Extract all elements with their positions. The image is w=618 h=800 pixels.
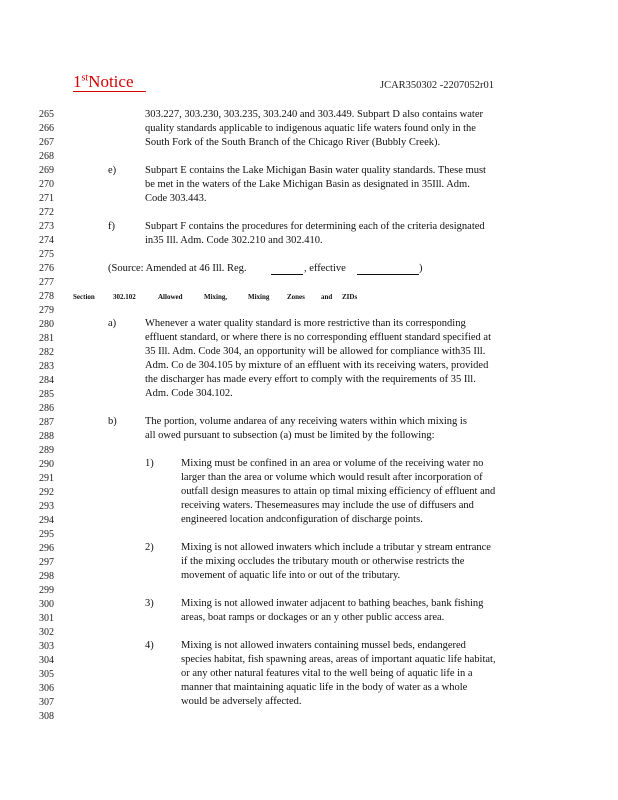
source-suffix: ) [419, 263, 423, 274]
text-line: Subpart E contains the Lake Michigan Basin water quality standards. These must [145, 165, 486, 176]
text-line: Whenever a water quality standard is more restrictive than its corresponding [145, 318, 466, 329]
text-line: outfall design measures to attain op timal mixing efficiency of effluent and [181, 486, 496, 497]
item-marker: 3) [145, 598, 154, 609]
document-code: JCAR350302 -2207052r01 [380, 80, 495, 91]
text-line: or any other natural features vital to the well being of aquatic life in a [181, 668, 473, 679]
text-line: Adm. Co de 304.105 by mixture of an effluent with its receiving waters, provided [145, 360, 489, 371]
text-line: in35 Ill. Adm. Code 302.210 and 302.410. [145, 235, 323, 246]
text-line: Mixing is not allowed inwaters which include a tributar y stream entrance [181, 542, 491, 553]
section-title-word: Zones [287, 293, 305, 301]
notice-number: 1 [73, 72, 82, 91]
text-line: quality standards applicable to indigenous aquatic life waters found only in the [145, 123, 476, 134]
blank-line [271, 274, 303, 275]
paragraph-marker: e) [108, 165, 117, 176]
line-number: 300 [39, 599, 54, 610]
text-line: Code 303.443. [145, 193, 207, 204]
line-number: 301 [39, 613, 54, 624]
item-marker: 4) [145, 640, 154, 651]
line-number: 278 [39, 291, 54, 302]
section-title-word: and [321, 293, 333, 301]
text-line: South Fork of the South Branch of the Chicago River (Bubbly Creek). [145, 137, 441, 148]
line-number: 290 [39, 459, 54, 470]
line-number: 275 [39, 249, 54, 260]
notice-label [73, 72, 134, 92]
text-line: 303.227, 303.230, 303.235, 303.240 and 303.449. Subpart D also contains water [145, 109, 484, 120]
section-title-word: Mixing, [204, 293, 228, 301]
line-number: 268 [39, 151, 54, 162]
text-line: all owed pursuant to subsection (a) must be limited by the following: [145, 430, 435, 441]
text-line: receiving waters. Thesemeasures may include the use of diffusers and [181, 500, 474, 511]
line-number: 274 [39, 235, 54, 246]
notice-superscript: st [81, 72, 89, 84]
line-number: 280 [39, 319, 54, 330]
line-number: 291 [39, 473, 54, 484]
line-number: 295 [39, 529, 54, 540]
paragraph-marker: b) [108, 416, 117, 427]
notice-underline [73, 91, 146, 92]
text-line: Mixing is not allowed inwater adjacent to bathing beaches, bank fishing [181, 598, 484, 609]
line-number: 266 [39, 123, 54, 134]
line-number: 296 [39, 543, 54, 554]
line-number: 298 [39, 571, 54, 582]
source-prefix: (Source: Amended at 46 Ill. Reg. [108, 263, 247, 274]
line-number: 303 [39, 641, 54, 652]
text-line: areas, boat ramps or dockages or an y other public access area. [181, 612, 445, 623]
line-number: 288 [39, 431, 54, 442]
line-number: 270 [39, 179, 54, 190]
text-line: manner that maintaining aquatic life in the body of water as a whole [181, 682, 468, 693]
section-number: 302.102 [113, 293, 136, 301]
section-word: Section [73, 293, 95, 301]
text-line: if the mixing occludes the tributary mouth or otherwise restricts the [181, 556, 465, 567]
line-number: 281 [39, 333, 54, 344]
line-number: 286 [39, 403, 54, 414]
paragraph-marker: a) [108, 318, 117, 329]
line-number: 304 [39, 655, 54, 666]
line-number: 297 [39, 557, 54, 568]
text-line: be met in the waters of the Lake Michigan Basin as designated in 35Ill. Adm. [145, 179, 470, 190]
text-line: 35 Ill. Adm. Code 304, an opportunity will be allowed for compliance with35 Ill. [145, 346, 486, 357]
line-number: 267 [39, 137, 54, 148]
text-line: effluent standard, or where there is no corresponding effluent standard specified at [145, 332, 491, 343]
line-number: 271 [39, 193, 54, 204]
text-line: the discharger has made every effort to comply with the requirements of 35 Ill. [145, 374, 476, 385]
line-number: 282 [39, 347, 54, 358]
text-line: The portion, volume andarea of any receiving waters within which mixing is [145, 416, 467, 427]
line-number: 285 [39, 389, 54, 400]
item-marker: 1) [145, 458, 154, 469]
line-number: 265 [39, 109, 54, 120]
line-number: 292 [39, 487, 54, 498]
line-number: 306 [39, 683, 54, 694]
line-number: 287 [39, 417, 54, 428]
line-number: 272 [39, 207, 54, 218]
line-number: 269 [39, 165, 54, 176]
line-number: 279 [39, 305, 54, 316]
section-title-word: ZIDs [342, 293, 358, 301]
paragraph-marker: f) [108, 221, 115, 232]
line-number: 299 [39, 585, 54, 596]
line-number: 283 [39, 361, 54, 372]
text-line: species habitat, fish spawning areas, areas of important aquatic life habitat, [181, 654, 496, 665]
text-line: larger than the area or volume which would result after incorporation of [181, 472, 483, 483]
text-line: would be adversely affected. [181, 696, 302, 707]
line-number: 302 [39, 627, 54, 638]
text-line: Subpart F contains the procedures for determining each of the criteria designated [145, 221, 485, 232]
text-line: Adm. Code 304.102. [145, 388, 233, 399]
line-number: 289 [39, 445, 54, 456]
text-line: Mixing must be confined in an area or volume of the receiving water no [181, 458, 484, 469]
text-line: Mixing is not allowed inwaters containing mussel beds, endangered [181, 640, 466, 651]
line-number: 284 [39, 375, 54, 386]
section-title-word: Mixing [248, 293, 270, 301]
source-middle: , effective [304, 263, 346, 274]
line-number: 305 [39, 669, 54, 680]
line-number: 277 [39, 277, 54, 288]
text-line: movement of aquatic life into or out of the tributary. [181, 570, 401, 581]
line-number: 294 [39, 515, 54, 526]
section-title-word: Allowed [158, 293, 183, 301]
line-number: 273 [39, 221, 54, 232]
notice-word: Notice [88, 72, 134, 91]
blank-line [357, 274, 419, 275]
line-number: 308 [39, 711, 54, 722]
line-number: 276 [39, 263, 54, 274]
line-number: 307 [39, 697, 54, 708]
line-number: 293 [39, 501, 54, 512]
text-line: engineered location andconfiguration of discharge points. [181, 514, 423, 525]
item-marker: 2) [145, 542, 154, 553]
